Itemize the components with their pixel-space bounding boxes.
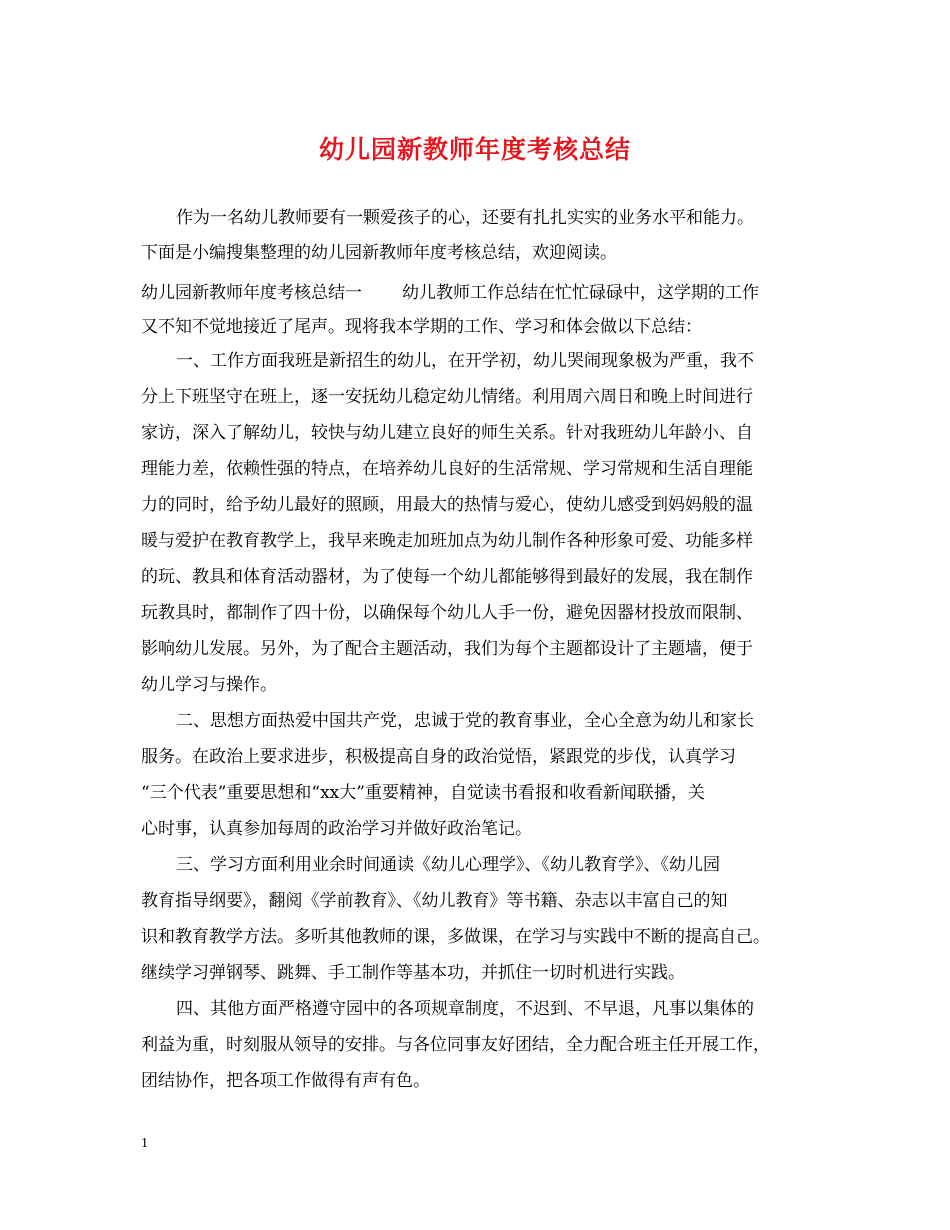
paragraph-line: 四、其他方面严格遵守园中的各项规章制度，不迟到、不早退，凡事以集体的	[176, 999, 754, 1019]
paragraph-line: “三个代表”重要思想和“xx大”重要精神，自觉读书看报和收看新闻联播，关	[141, 783, 705, 803]
paragraph-line: 服务。在政治上要求进步，积极提高自身的政治觉悟，紧跟党的步伐，认真学习	[141, 747, 736, 767]
paragraph-line: 一、工作方面我班是新招生的幼儿，在开学初，幼儿哭闹现象极为严重，我不	[176, 351, 754, 371]
paragraph-line: 团结协作，把各项工作做得有声有色。	[141, 1071, 430, 1091]
section-heading: 幼儿园新教师年度考核总结一	[141, 283, 362, 303]
paragraph-line: 力的同时，给予幼儿最好的照顾，用最大的热情与爱心，使幼儿感受到妈妈般的温	[141, 495, 753, 515]
paragraph-line: 继续学习弹钢琴、跳舞、手工制作等基本功，并抓住一切时机进行实践。	[141, 963, 685, 983]
paragraph-line: 利益为重，时刻服从领导的安排。与各位同事友好团结，全力配合班主任开展工作，	[141, 1035, 770, 1055]
paragraph-line	[141, 282, 759, 304]
paragraph-line: 家访，深入了解幼儿，较快与幼儿建立良好的师生关系。针对我班幼儿年龄小、自	[141, 423, 753, 443]
paragraph-line: 理能力差，依赖性强的特点，在培养幼儿良好的生活常规、学习常规和生活自理能	[141, 459, 753, 479]
paragraph-line: 心时事，认真参加每周的政治学习并做好政治笔记。	[141, 819, 532, 839]
paragraph-line: 玩教具时，都制作了四十份，以确保每个幼儿人手一份，避免因器材投放而限制、	[141, 603, 753, 623]
paragraph-line: 又不知不觉地接近了尾声。现将我本学期的工作、学习和体会做以下总结：	[141, 317, 702, 337]
paragraph-line: 三、学习方面利用业余时间通读《幼儿心理学》、《幼儿教育学》、《幼儿园	[176, 855, 720, 875]
paragraph-line: 二、思想方面热爱中国共产党，忠诚于党的教育事业，全心全意为幼儿和家长	[176, 711, 754, 731]
page-number: 1	[141, 1136, 148, 1151]
paragraph-line: 分上下班坚守在班上，逐一安抚幼儿稳定幼儿情绪。利用周六周日和晚上时间进行	[141, 387, 753, 407]
paragraph-line: 暖与爱护在教育教学上，我早来晚走加班加点为幼儿制作各种形象可爱、功能多样	[141, 531, 753, 551]
document-title: 幼儿园新教师年度考核总结	[318, 135, 631, 164]
paragraph-line: 下面是小编搜集整理的幼儿园新教师年度考核总结，欢迎阅读。	[141, 243, 617, 263]
paragraph-line: 识和教育教学方法。多听其他教师的课，多做课，在学习与实践中不断的提高自己。	[141, 927, 770, 947]
paragraph-line: 作为一名幼儿教师要有一颗爱孩子的心，还要有扎扎实实的业务水平和能力。	[176, 208, 754, 228]
paragraph-line: 的玩、教具和体育活动器材，为了使每一个幼儿都能够得到最好的发展，我在制作	[141, 567, 753, 587]
paragraph-text: 幼儿教师工作总结在忙忙碌碌中，这学期的工作	[402, 283, 759, 303]
paragraph-line: 教育指导纲要》，翻阅《学前教育》、《幼儿教育》等书籍、杂志以丰富自己的知	[141, 891, 728, 911]
paragraph-line: 影响幼儿发展。另外，为了配合主题活动，我们为每个主题都设计了主题墙，便于	[141, 639, 753, 659]
paragraph-line: 幼儿学习与操作。	[141, 675, 277, 695]
